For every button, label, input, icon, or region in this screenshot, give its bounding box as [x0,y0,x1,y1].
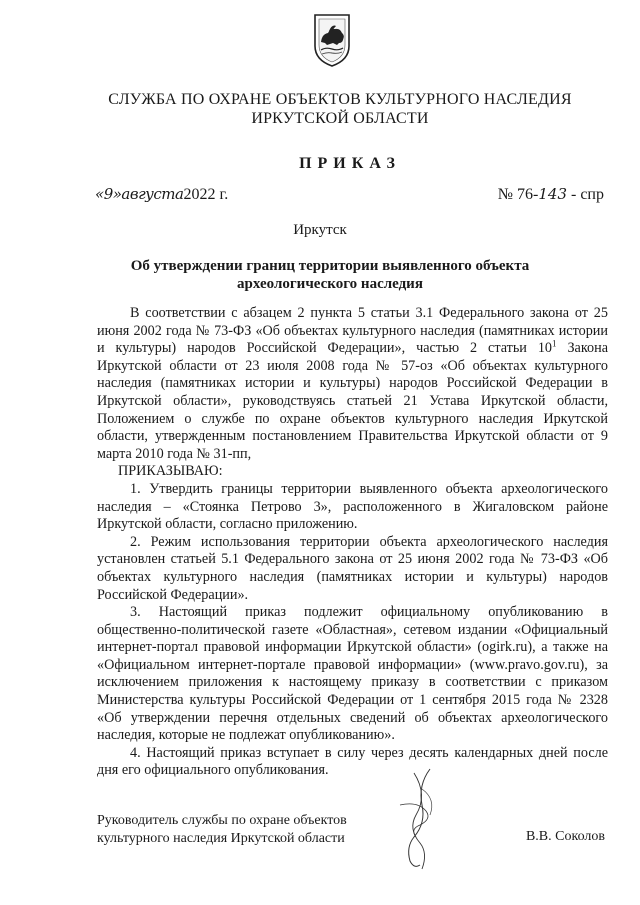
preamble-part-1: В соответствии с абзацем 2 пункта 5 статьи 3.1 Федерального закона от 25 июня 2002 года № 73-ФЗ «Об объектах культурного наследия (памятниках истории и культуры) народов Российской Федерации», частью 2 статьи 10 [97,305,608,357]
document-body [97,305,608,780]
number-handwritten: 143 [538,185,567,203]
handwritten-signature [370,765,460,875]
document-city: Иркутск [293,222,347,238]
title-line-2: археологического наследия [237,276,423,292]
document-date [95,185,228,204]
signatory-position [97,812,347,848]
preamble-part-2: Закона Иркутской области от 23 июля 2008 года № 57-оз «Об объектах культурного наследия (памятниках истории и культуры) народов Российской Федерации в Иркутской области», руководствуясь статьей 21 Устава Иркутской области, Положением о службе по охране объектов культурного наследия Иркутской области, утвержденным постановлением Правительства Иркутской области от 9 марта 2010 года № 31-пп, [97,340,609,462]
date-year: 2022 г. [183,186,229,203]
document-title [100,257,560,293]
preamble-superscript: 1 [552,338,557,349]
number-suffix: - спр [567,186,604,203]
date-month: августа [121,185,184,203]
date-day: 9 [103,185,113,203]
position-line-1: Руководитель службы по охране объектов [97,813,347,828]
position-line-2: культурного наследия Иркутской области [97,831,345,846]
order-item-2: 2. Режим использования территории объекта археологического наследия установлен статьей 5.1 Федерального закона от 25 июня 2002 года № 73-ФЗ «Об объектах культурного наследия (памятниках истории и культуры) народов Российской Федерации». [97,533,608,603]
org-line-1: СЛУЖБА ПО ОХРАНЕ ОБЪЕКТОВ КУЛЬТУРНОГО НАСЛЕДИЯ [108,91,572,108]
coat-of-arms-emblem [312,12,352,68]
number-prefix: № 76- [497,186,539,203]
title-line-1: Об утверждении границ территории выявленного объекта [130,258,530,274]
order-item-1: 1. Утвердить границы территории выявленного объекта археологического наследия – «Стоянка Петрово 3», расположенного в Жигаловском районе Иркутской области, согласно приложению. [97,480,608,533]
organization-name [90,90,590,128]
org-line-2: ИРКУТСКОЙ ОБЛАСТИ [251,110,429,127]
signatory-name: В.В. Соколов [525,829,605,844]
document-number [498,185,604,204]
document-type: ПРИКАЗ [299,155,401,172]
order-item-4: 4. Настоящий приказ вступает в силу через десять календарных дней после дня его официального опубликования. [97,744,608,779]
order-item-3: 3. Настоящий приказ подлежит официальному опубликованию в общественно-политической газете «Областная», сетевом издании «Официальный интернет-портал правовой информации Иркутской области» (ogirk.ru), а также на «Официальном интернет-портале правовой информации» (www.pravo.gov.ru), за исключением приложения к настоящему приказу в соответствии с приказом Министерства культуры Российской Федерации от 1 сентября 2015 года № 2328 «Об утверждении перечня отдельных сведений об объектах археологического наследия, которые не подлежат опубликованию». [97,604,608,744]
date-open-quote: « [95,185,104,203]
date-close-quote: » [112,185,122,203]
preamble-paragraph [97,305,608,463]
order-word: ПРИКАЗЫВАЮ: [118,463,223,480]
